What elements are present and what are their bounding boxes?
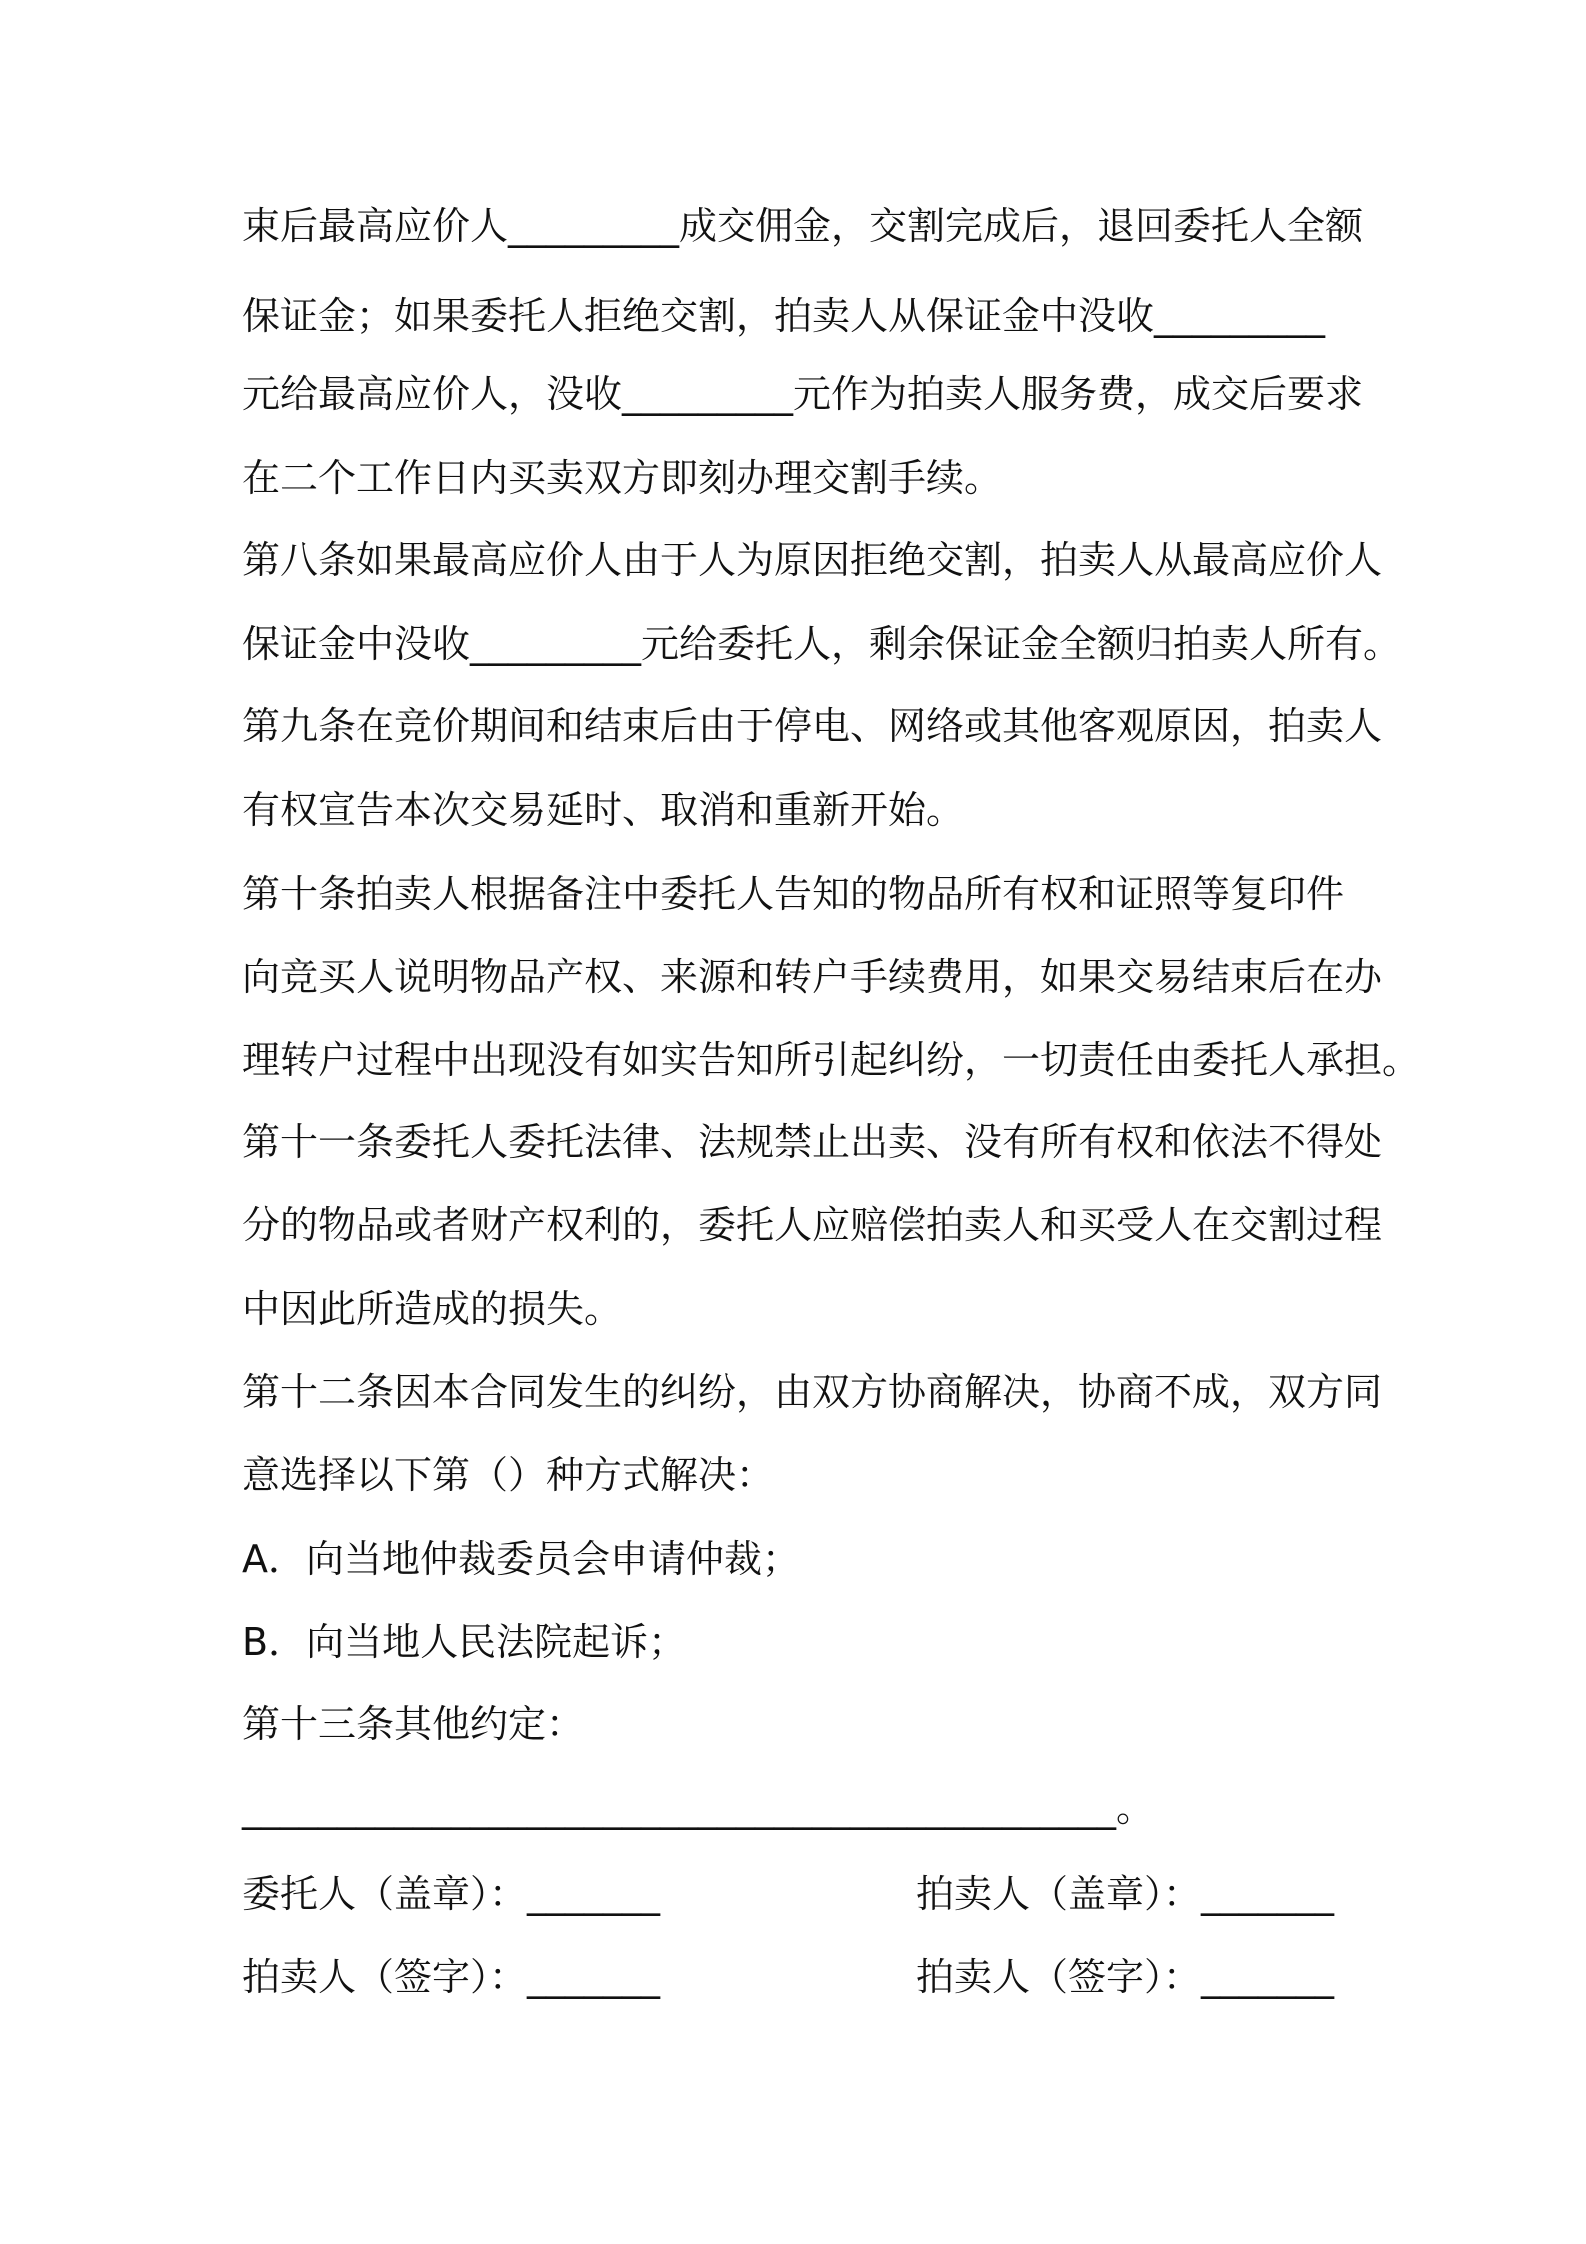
consignor-seal-field: 委托人（盖章）：_______: [242, 1872, 661, 1916]
article-8-line: 第八条如果最高应价人由于人为原因拒绝交割，拍卖人从最高应价人: [242, 538, 1383, 582]
text-line: 保证金中没收_________元给委托人，剩余保证金全额归拍卖人所有。: [242, 622, 1402, 666]
auctioneer-signature-field-right: 拍卖人（签字）：_______: [916, 1955, 1335, 1999]
option-a-line: A．向当地仲裁委员会申请仲裁；: [242, 1537, 800, 1581]
text-line: 保证金；如果委托人拒绝交割，拍卖人从保证金中没收_________: [242, 294, 1326, 338]
text-line: 束后最高应价人_________成交佣金，交割完成后，退回委托人全额: [242, 204, 1364, 248]
text-line: 在二个工作日内买卖双方即刻办理交割手续。: [242, 456, 1003, 500]
text-line: 意选择以下第（）种方式解决：: [242, 1453, 775, 1497]
article-13-line: 第十三条其他约定：: [242, 1702, 585, 1746]
text-line: 有权宣告本次交易延时、取消和重新开始。: [242, 788, 965, 832]
other-terms-blank-line: ______________________________________________。: [242, 1786, 1155, 1830]
text-line: 理转户过程中出现没有如实告知所引起纠纷，一切责任由委托人承担。: [242, 1038, 1421, 1082]
text-line: 分的物品或者财产权利的，委托人应赔偿拍卖人和买受人在交割过程: [242, 1203, 1383, 1247]
article-11-line: 第十一条委托人委托法律、法规禁止出卖、没有所有权和依法不得处: [242, 1120, 1383, 1164]
article-10-line: 第十条拍卖人根据备注中委托人告知的物品所有权和证照等复印件: [242, 872, 1345, 916]
text-line: 向竞买人说明物品产权、来源和转户手续费用，如果交易结束后在办: [242, 955, 1383, 999]
auctioneer-seal-field: 拍卖人（盖章）：_______: [916, 1872, 1335, 1916]
option-b-line: B．向当地人民法院起诉；: [242, 1620, 687, 1664]
auctioneer-signature-field-left: 拍卖人（签字）：_______: [242, 1955, 661, 1999]
text-line: 中因此所造成的损失。: [242, 1287, 623, 1331]
text-line: 元给最高应价人，没收_________元作为拍卖人服务费，成交后要求: [242, 372, 1364, 416]
article-9-line: 第九条在竞价期间和结束后由于停电、网络或其他客观原因，拍卖人: [242, 704, 1383, 748]
article-12-line: 第十二条因本合同发生的纠纷，由双方协商解决，协商不成，双方同: [242, 1370, 1383, 1414]
